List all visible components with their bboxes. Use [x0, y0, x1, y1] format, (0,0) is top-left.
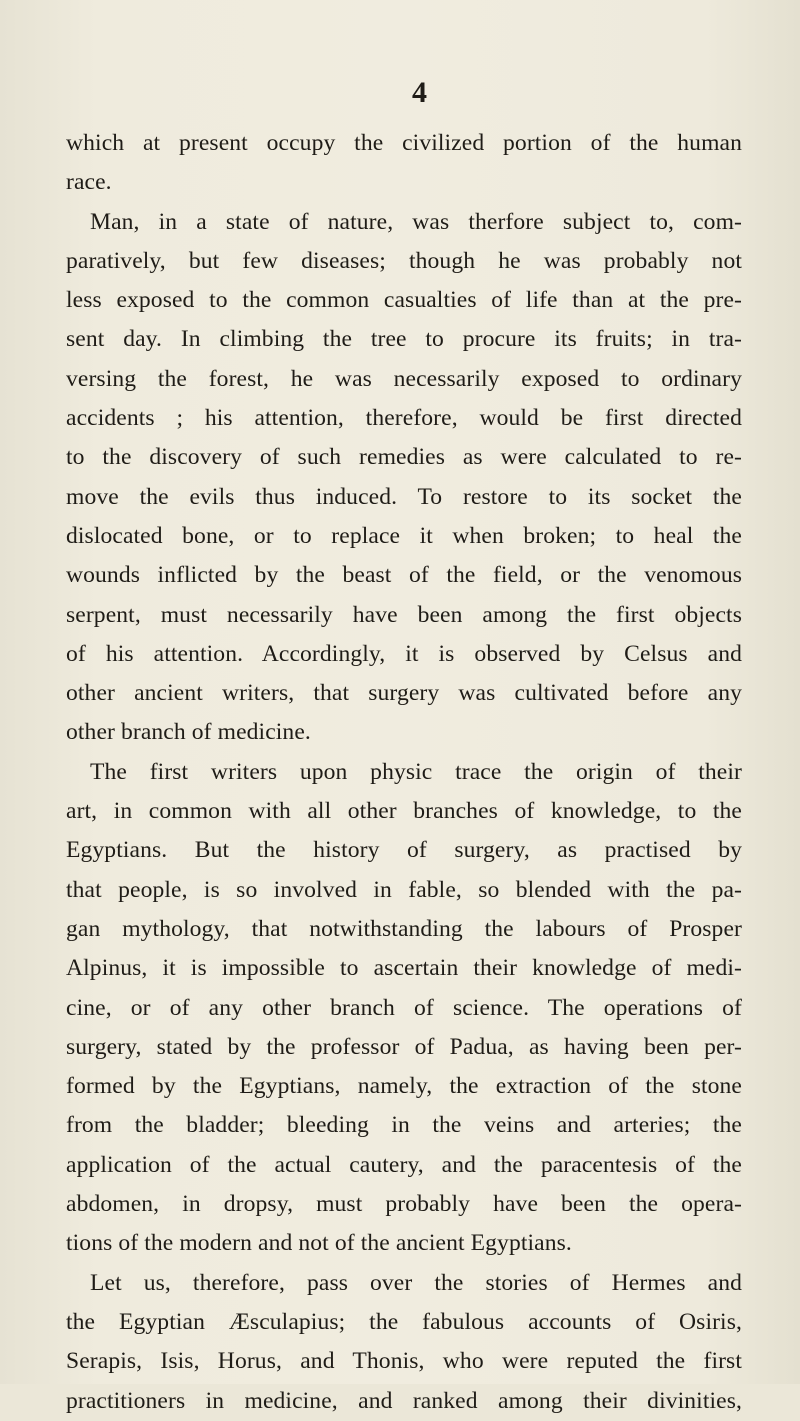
- text-line: Serapis, Isis, Horus, and Thonis, who were reputed the first: [66, 1348, 742, 1375]
- text-line: surgery, stated by the professor of Padua, as having been per-: [66, 1033, 742, 1060]
- text-line: tions of the modern and not of the ancient Egyptians.: [66, 1230, 572, 1257]
- text-line: Let us, therefore, pass over the stories of Hermes and: [90, 1269, 742, 1296]
- body-text: [66, 124, 742, 1421]
- text-line: that people, is so involved in fable, so blended with the pa-: [66, 876, 742, 903]
- text-line: practitioners in medicine, and ranked among their divinities,: [66, 1387, 742, 1414]
- text-line: other branch of medicine.: [66, 719, 311, 746]
- text-line: which at present occupy the civilized portion of the human: [66, 130, 742, 156]
- text-line: serpent, must necessarily have been among the first objects: [66, 601, 742, 628]
- text-line: cine, or of any other branch of science. The operations of: [66, 994, 742, 1021]
- text-line: sent day. In climbing the tree to procure its fruits; in tra-: [66, 326, 742, 353]
- text-line: formed by the Egyptians, namely, the extraction of the stone: [66, 1073, 742, 1100]
- text-line: wounds inflicted by the beast of the field, or the venomous: [66, 562, 742, 589]
- text-line: Man, in a state of nature, was therfore subject to, com-: [90, 208, 742, 235]
- text-line: to the discovery of such remedies as were calculated to re-: [66, 444, 742, 471]
- text-line: gan mythology, that notwithstanding the labours of Prosper: [66, 915, 742, 942]
- text-line: accidents ; his attention, therefore, would be first directed: [66, 405, 742, 432]
- text-line: of his attention. Accordingly, it is observed by Celsus and: [66, 640, 742, 667]
- text-line: versing the forest, he was necessarily exposed to ordinary: [66, 365, 742, 392]
- text-line: other ancient writers, that surgery was cultivated before any: [66, 680, 742, 707]
- text-line: from the bladder; bleeding in the veins and arteries; the: [66, 1112, 742, 1139]
- text-line: dislocated bone, or to replace it when broken; to heal the: [66, 522, 742, 549]
- text-line: application of the actual cautery, and the paracentesis of the: [66, 1151, 742, 1178]
- text-line: Egyptians. But the history of surgery, as practised by: [66, 837, 742, 864]
- text-line: race.: [66, 169, 112, 196]
- text-line: abdomen, in dropsy, must probably have been the opera-: [66, 1191, 742, 1218]
- text-line: The first writers upon physic trace the origin of their: [90, 758, 742, 785]
- text-line: the Egyptian Æsculapius; the fabulous accounts of Osiris,: [66, 1308, 742, 1335]
- page-number: 4: [412, 76, 427, 109]
- text-line: less exposed to the common casualties of life than at the pre-: [66, 287, 742, 314]
- text-line: art, in common with all other branches of knowledge, to the: [66, 798, 742, 825]
- text-line: move the evils thus induced. To restore to its socket the: [66, 483, 742, 510]
- text-line: paratively, but few diseases; though he was probably not: [66, 247, 742, 274]
- text-line: Alpinus, it is impossible to ascertain their knowledge of medi-: [66, 955, 742, 982]
